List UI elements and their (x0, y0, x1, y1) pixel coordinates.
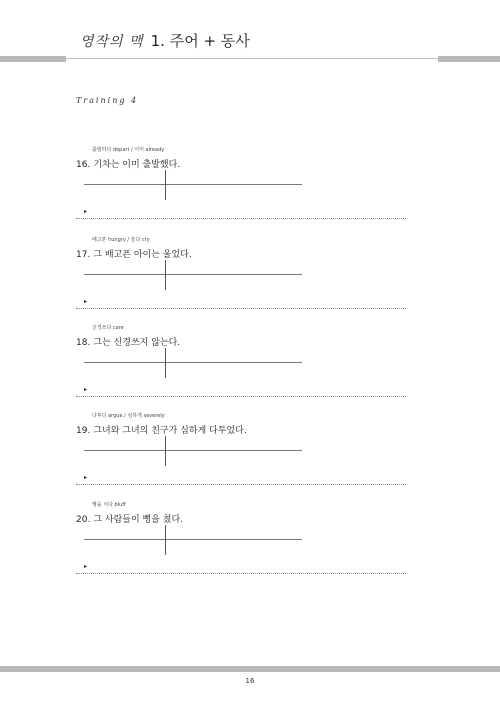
vocab-hint: 신경쓰다 care (92, 325, 124, 331)
writing-line (84, 362, 302, 363)
arrow-icon: ▸ (84, 474, 88, 481)
question (76, 423, 406, 436)
answer-line[interactable] (76, 573, 406, 574)
writing-divider (165, 260, 166, 290)
exercise-item (76, 146, 406, 218)
question-number: 20. (76, 515, 91, 525)
writing-divider (165, 525, 166, 555)
writing-divider (165, 170, 166, 200)
question-sentence: 그녀와 그녀의 친구가 심하게 다투었다. (93, 426, 247, 436)
writing-area (76, 170, 406, 218)
header-bar-right (438, 56, 500, 62)
question (76, 512, 406, 525)
exercise-item (76, 324, 406, 396)
question-number: 18. (76, 338, 91, 348)
question (76, 335, 406, 348)
header-rule (66, 58, 438, 59)
writing-divider (165, 436, 166, 466)
exercise-item (76, 412, 406, 484)
writing-line (84, 450, 302, 451)
writing-area (76, 348, 406, 396)
question-number: 16. (76, 160, 91, 170)
writing-area (76, 436, 406, 484)
question-sentence: 그는 신경쓰지 않는다. (93, 338, 181, 348)
question-sentence: 그 사람들이 뻥을 쳤다. (93, 515, 184, 525)
vocab-hint: 뻥을 치다 bluff (92, 502, 126, 508)
question (76, 157, 406, 170)
question-number: 19. (76, 426, 91, 436)
writing-line (84, 539, 302, 540)
page-title-main: 1. 주어 + 동사 (150, 32, 250, 50)
arrow-icon: ▸ (84, 298, 88, 305)
vocab-hint: 배고픈 hungry / 울다 cry (92, 237, 150, 243)
writing-area (76, 260, 406, 308)
arrow-icon: ▸ (84, 208, 88, 215)
section-title: Training 4 (76, 96, 139, 105)
arrow-icon: ▸ (84, 386, 88, 393)
writing-area (76, 525, 406, 573)
vocab-hint: 다투다 argue / 심하게 severely (92, 413, 165, 419)
question-sentence: 기차는 이미 출발했다. (93, 160, 181, 170)
writing-divider (165, 348, 166, 378)
arrow-icon: ▸ (84, 563, 88, 570)
page-title-script: 영작의 맥 (80, 34, 144, 50)
answer-line[interactable] (76, 484, 406, 485)
exercise-item (76, 236, 406, 308)
question-number: 17. (76, 250, 91, 260)
page-number: 16 (245, 677, 255, 685)
question (76, 247, 406, 260)
answer-line[interactable] (76, 218, 406, 219)
writing-line (84, 274, 302, 275)
header-bar-left (0, 56, 66, 62)
footer-bar (0, 666, 500, 672)
answer-line[interactable] (76, 308, 406, 309)
exercise-item (76, 501, 406, 573)
page-title (80, 30, 250, 51)
answer-line[interactable] (76, 396, 406, 397)
vocab-hint: 출발하다 depart / 이미 already (92, 147, 165, 153)
writing-line (84, 184, 302, 185)
question-sentence: 그 배고픈 아이는 울었다. (93, 250, 192, 260)
